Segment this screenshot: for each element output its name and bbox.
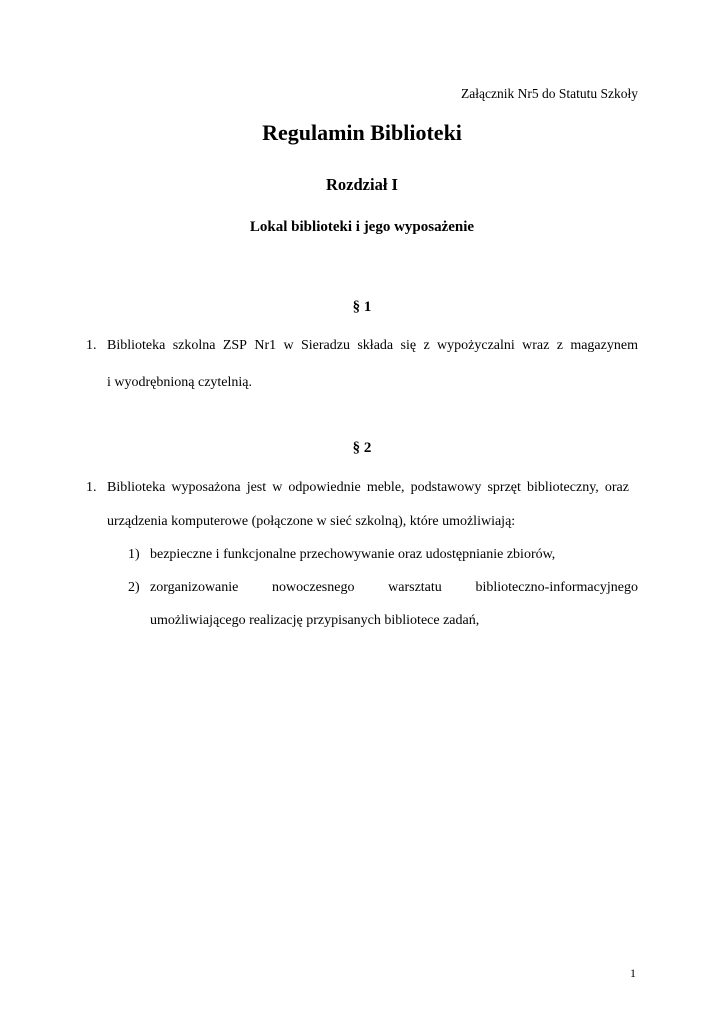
word: ZSP xyxy=(222,338,247,353)
word: oraz xyxy=(604,480,629,495)
section-2-subitem-2-line-1 xyxy=(150,579,638,597)
word: z xyxy=(556,338,563,353)
word: Biblioteka xyxy=(107,338,166,353)
section-2-subitem-2-number: 2) xyxy=(128,580,140,595)
word: w xyxy=(283,338,294,353)
word: sprzęt xyxy=(487,480,521,495)
word: składa xyxy=(357,338,394,353)
section-2-item-1-line-1 xyxy=(107,479,629,497)
word: się xyxy=(400,338,417,353)
word: zorganizowanie xyxy=(150,580,239,595)
section-1-item-1-number: 1. xyxy=(86,338,97,353)
word: biblioteczno-informacyjnego xyxy=(475,580,638,595)
word: wyposażona xyxy=(171,480,241,495)
section-2-item-1-number: 1. xyxy=(86,480,97,495)
word: warsztatu xyxy=(388,580,442,595)
word: odpowiednie xyxy=(288,480,361,495)
word: Biblioteka xyxy=(107,480,166,495)
section-1-sign: § 1 xyxy=(352,299,372,315)
section-2-subitem-1-number: 1) xyxy=(128,547,140,562)
page-title: Regulamin Biblioteki xyxy=(262,120,462,145)
word: Nr1 xyxy=(254,338,277,353)
section-2-subitem-2-line-2: umożliwiającego realizację przypisanych bibliotece zadań, xyxy=(150,613,480,628)
chapter-subtitle: Lokal biblioteki i jego wyposażenie xyxy=(249,219,475,235)
word: w xyxy=(272,480,283,495)
word: podstawowy xyxy=(410,480,482,495)
word: jest xyxy=(246,480,267,495)
word: z xyxy=(423,338,430,353)
word: szkolna xyxy=(172,338,216,353)
section-2-subitem-1-text: bezpieczne i funkcjonalne przechowywanie oraz udostępnianie zbiorów, xyxy=(150,547,556,562)
word: wraz xyxy=(522,338,550,353)
section-1-item-1-line-2: i wyodrębnioną czytelnią. xyxy=(107,375,253,390)
chapter-heading: Rozdział I xyxy=(326,175,398,194)
word: magazynem xyxy=(570,338,638,353)
page-number: 1 xyxy=(630,966,636,980)
word: meble, xyxy=(366,480,405,495)
section-2-sign: § 2 xyxy=(352,440,372,456)
word: Sieradzu xyxy=(301,338,350,353)
word: biblioteczny, xyxy=(527,480,599,495)
section-2-item-1-line-2: urządzenia komputerowe (połączone w sieć szkolną), które umożliwiają: xyxy=(107,514,516,529)
word: wypożyczalni xyxy=(437,338,515,353)
section-1-item-1-line-1 xyxy=(107,337,638,355)
annex-label: Załącznik Nr5 do Statutu Szkoły xyxy=(461,86,638,101)
word: nowoczesnego xyxy=(272,580,355,595)
